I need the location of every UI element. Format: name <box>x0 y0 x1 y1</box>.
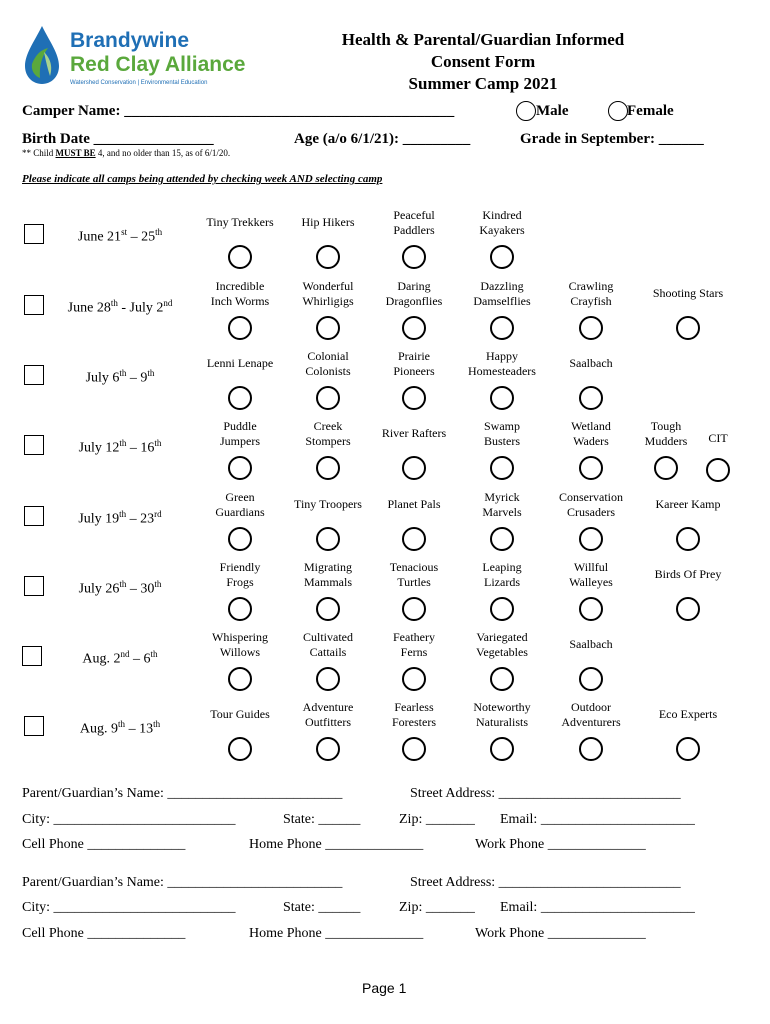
camp-label: Tough Mudders <box>644 419 688 448</box>
camp-select-radio[interactable] <box>316 386 340 410</box>
guardian2-name-field[interactable]: Parent/Guardian’s Name: _________________________ <box>22 875 343 890</box>
camp-label: Planet Pals <box>387 497 441 511</box>
logo-line1: Brandywine <box>70 29 190 52</box>
grade-field[interactable]: Grade in September: ______ <box>520 131 704 147</box>
week-label-part: th <box>110 298 118 308</box>
camp-label: Myrick Marvels <box>482 490 522 519</box>
guardian1-zip-field[interactable]: Zip: _______ <box>399 812 475 827</box>
week-label <box>60 579 180 598</box>
camp-select-radio[interactable] <box>402 527 426 551</box>
camp-label: CIT <box>708 431 728 445</box>
camp-label: Variegated Vegetables <box>476 630 528 659</box>
camp-select-radio[interactable] <box>676 597 700 621</box>
week-label <box>60 649 180 668</box>
camp-select-radio[interactable] <box>579 667 603 691</box>
camp-label: Saalbach <box>569 356 613 370</box>
camp-label: Migrating Mammals <box>304 560 352 589</box>
camp-select-radio[interactable] <box>402 316 426 340</box>
water-drop-icon <box>22 24 62 86</box>
instruction-text: Please indicate all camps being attended by checking week AND selecting camp <box>22 173 383 185</box>
guardian1-work-field[interactable]: Work Phone ______________ <box>475 837 646 852</box>
week-checkbox[interactable] <box>24 506 44 526</box>
week-label-part: - July 2 <box>117 300 164 316</box>
camp-select-radio[interactable] <box>316 597 340 621</box>
note-prefix: ** Child <box>22 148 56 158</box>
camp-select-radio[interactable] <box>579 386 603 410</box>
logo-line2: Red Clay Alliance <box>70 53 246 76</box>
camp-label: Friendly Frogs <box>219 560 261 589</box>
camp-label: Conservation Crusaders <box>559 490 623 519</box>
week-label-part: – 13 <box>125 721 154 737</box>
camp-select-radio[interactable] <box>316 667 340 691</box>
week-checkbox[interactable] <box>24 224 44 244</box>
camp-label: River Rafters <box>381 426 447 440</box>
logo <box>22 24 252 90</box>
camp-label: Birds Of Prey <box>654 567 722 581</box>
camp-select-radio[interactable] <box>316 737 340 761</box>
camp-select-radio[interactable] <box>402 737 426 761</box>
camp-select-radio[interactable] <box>706 458 730 482</box>
camp-label: Saalbach <box>569 637 613 651</box>
week-label-part: – 6 <box>129 651 151 667</box>
camp-select-radio[interactable] <box>228 386 252 410</box>
week-label-part: – 9 <box>126 370 148 386</box>
camp-label: Tiny Troopers <box>294 497 362 511</box>
camp-select-radio[interactable] <box>228 316 252 340</box>
camp-label: Wonderful Whirligigs <box>302 279 354 308</box>
guardian1-street-field[interactable]: Street Address: __________________________ <box>410 786 681 801</box>
camp-label: Wetland Waders <box>571 419 611 448</box>
camp-select-radio[interactable] <box>579 456 603 480</box>
week-label-part: July 26 <box>78 581 120 597</box>
week-label <box>60 438 180 457</box>
week-checkbox[interactable] <box>24 716 44 736</box>
week-label-part: th <box>155 227 163 237</box>
week-label-part: nd <box>163 298 173 308</box>
age-note <box>22 148 230 158</box>
week-checkbox[interactable] <box>24 295 44 315</box>
week-label-part: th <box>119 509 127 519</box>
camp-label: Feathery Ferns <box>393 630 435 659</box>
camp-label: Willful Walleyes <box>569 560 613 589</box>
camp-select-radio[interactable] <box>579 737 603 761</box>
week-label-part: th <box>153 719 161 729</box>
camp-select-radio[interactable] <box>676 527 700 551</box>
week-checkbox[interactable] <box>24 435 44 455</box>
guardian2-home-field[interactable]: Home Phone ______________ <box>249 926 424 941</box>
camp-select-radio[interactable] <box>228 527 252 551</box>
camp-label: Noteworthy Naturalists <box>473 700 531 729</box>
birth-date-field[interactable]: Birth Date ________________ <box>22 131 214 147</box>
camp-label: Shooting Stars <box>652 286 724 300</box>
camp-select-radio[interactable] <box>490 527 514 551</box>
camp-select-radio[interactable] <box>402 456 426 480</box>
camp-select-radio[interactable] <box>654 456 678 480</box>
camp-select-radio[interactable] <box>676 316 700 340</box>
camp-select-radio[interactable] <box>316 456 340 480</box>
guardian2-email-field[interactable]: Email: ______________________ <box>500 900 695 915</box>
camp-label: Outdoor Adventurers <box>561 700 621 729</box>
camp-label: Tour Guides <box>210 707 270 721</box>
camp-label: Kindred Kayakers <box>479 208 525 237</box>
camp-label: Puddle Jumpers <box>220 419 260 448</box>
page-number: Page 1 <box>362 980 407 996</box>
camp-label: Lenni Lenape <box>206 356 274 370</box>
guardian2-work-field[interactable]: Work Phone ______________ <box>475 926 646 941</box>
camp-label: Happy Homesteaders <box>468 349 536 378</box>
guardian1-state-field[interactable]: State: ______ <box>283 812 361 827</box>
camp-label: Daring Dragonflies <box>385 279 443 308</box>
camp-select-radio[interactable] <box>579 527 603 551</box>
camp-label: Hip Hikers <box>301 215 355 229</box>
camp-label: Green Guardians <box>215 490 265 519</box>
camp-label: Creek Stompers <box>305 419 351 448</box>
guardian1-name-field[interactable]: Parent/Guardian’s Name: _________________________ <box>22 786 343 801</box>
week-label <box>60 368 180 387</box>
guardian2-zip-field[interactable]: Zip: _______ <box>399 900 475 915</box>
week-checkbox[interactable] <box>24 365 44 385</box>
logo-tagline: Watershed Conservation | Environmental Education <box>70 80 208 86</box>
guardian1-email-field[interactable]: Email: ______________________ <box>500 812 695 827</box>
note-suffix: 4, and no older than 15, as of 6/1/20. <box>95 148 231 158</box>
week-label <box>60 227 180 246</box>
week-label-part: June 28 <box>67 300 111 316</box>
camp-select-radio[interactable] <box>579 597 603 621</box>
male-radio[interactable] <box>516 101 536 121</box>
week-label-part: June 21 <box>77 229 122 245</box>
week-label-part: July 6 <box>85 370 120 386</box>
female-radio[interactable] <box>608 101 628 121</box>
camp-select-radio[interactable] <box>228 667 252 691</box>
camp-select-radio[interactable] <box>228 245 252 269</box>
week-label-part: th <box>118 719 126 729</box>
guardian1-cell-field[interactable]: Cell Phone ______________ <box>22 837 186 852</box>
week-label <box>60 298 180 317</box>
camp-select-radio[interactable] <box>490 316 514 340</box>
camp-label: Incredible Inch Worms <box>210 279 270 308</box>
guardian1-city-field[interactable]: City: __________________________ <box>22 812 236 827</box>
week-label-part: July 12 <box>78 440 120 456</box>
age-field[interactable]: Age (a/o 6/1/21): _________ <box>294 131 471 147</box>
camp-select-radio[interactable] <box>490 386 514 410</box>
camp-label: Crawling Crayfish <box>568 279 614 308</box>
camp-label: Dazzling Damselflies <box>473 279 531 308</box>
camp-select-radio[interactable] <box>316 316 340 340</box>
camp-label: Tenacious Turtles <box>389 560 439 589</box>
week-checkbox[interactable] <box>24 576 44 596</box>
week-label-part: th <box>119 579 127 589</box>
camp-select-radio[interactable] <box>490 456 514 480</box>
camp-select-radio[interactable] <box>402 597 426 621</box>
guardian2-city-field[interactable]: City: __________________________ <box>22 900 236 915</box>
camp-label: Whispering Willows <box>212 630 268 659</box>
title-line2: Summer Camp 2021 <box>408 74 558 93</box>
week-label-part: th <box>119 438 127 448</box>
camp-select-radio[interactable] <box>316 527 340 551</box>
camp-select-radio[interactable] <box>490 667 514 691</box>
week-label-part: – 16 <box>126 440 155 456</box>
week-label-part: th <box>154 579 162 589</box>
camp-label: Fearless Foresters <box>392 700 436 729</box>
week-label-part: st <box>121 227 128 237</box>
camp-select-radio[interactable] <box>402 386 426 410</box>
camp-select-radio[interactable] <box>490 597 514 621</box>
camp-label: Swamp Busters <box>484 419 520 448</box>
week-label-part: – 25 <box>127 229 156 245</box>
camp-label: Tiny Trekkers <box>206 215 274 229</box>
male-label: Male <box>536 103 569 119</box>
week-label-part: – 30 <box>126 581 155 597</box>
camp-label: Colonial Colonists <box>305 349 351 378</box>
week-label-part: th <box>119 368 127 378</box>
camp-select-radio[interactable] <box>316 245 340 269</box>
camp-label: Peaceful Paddlers <box>393 208 435 237</box>
week-label <box>60 509 180 528</box>
week-label-part: rd <box>154 509 162 519</box>
week-label-part: Aug. 2 <box>82 651 121 667</box>
camp-select-radio[interactable] <box>402 667 426 691</box>
guardian2-state-field[interactable]: State: ______ <box>283 900 361 915</box>
female-label: Female <box>627 103 674 119</box>
title-line1: Health & Parental/Guardian Informed Consent Form <box>341 30 625 71</box>
camp-label: Eco Experts <box>658 707 718 721</box>
camp-label: Adventure Outfitters <box>302 700 354 729</box>
camper-name-field[interactable]: Camper Name: ____________________________________________ <box>22 103 455 119</box>
week-label <box>60 719 180 738</box>
week-checkbox[interactable] <box>22 646 42 666</box>
camp-label: Kareer Kamp <box>655 497 721 511</box>
note-emphasis: MUST BE <box>55 148 96 158</box>
camp-label: Cultivated Cattails <box>303 630 353 659</box>
camp-select-radio[interactable] <box>228 597 252 621</box>
camp-select-radio[interactable] <box>228 737 252 761</box>
week-label-part: nd <box>120 649 130 659</box>
camp-select-radio[interactable] <box>490 245 514 269</box>
week-label-part: Aug. 9 <box>79 721 119 737</box>
camp-select-radio[interactable] <box>676 737 700 761</box>
guardian2-cell-field[interactable]: Cell Phone ______________ <box>22 926 186 941</box>
week-label-part: th <box>147 368 155 378</box>
camp-select-radio[interactable] <box>228 456 252 480</box>
camp-label: Prairie Pioneers <box>393 349 435 378</box>
week-label-part: – 23 <box>126 511 155 527</box>
week-label-part: th <box>150 649 158 659</box>
camp-select-radio[interactable] <box>579 316 603 340</box>
form-title <box>313 29 653 95</box>
camp-select-radio[interactable] <box>490 737 514 761</box>
camp-select-radio[interactable] <box>402 245 426 269</box>
guardian2-street-field[interactable]: Street Address: __________________________ <box>410 875 681 890</box>
guardian1-home-field[interactable]: Home Phone ______________ <box>249 837 424 852</box>
week-label-part: July 19 <box>78 511 120 527</box>
week-label-part: th <box>154 438 162 448</box>
camp-label: Leaping Lizards <box>482 560 522 589</box>
